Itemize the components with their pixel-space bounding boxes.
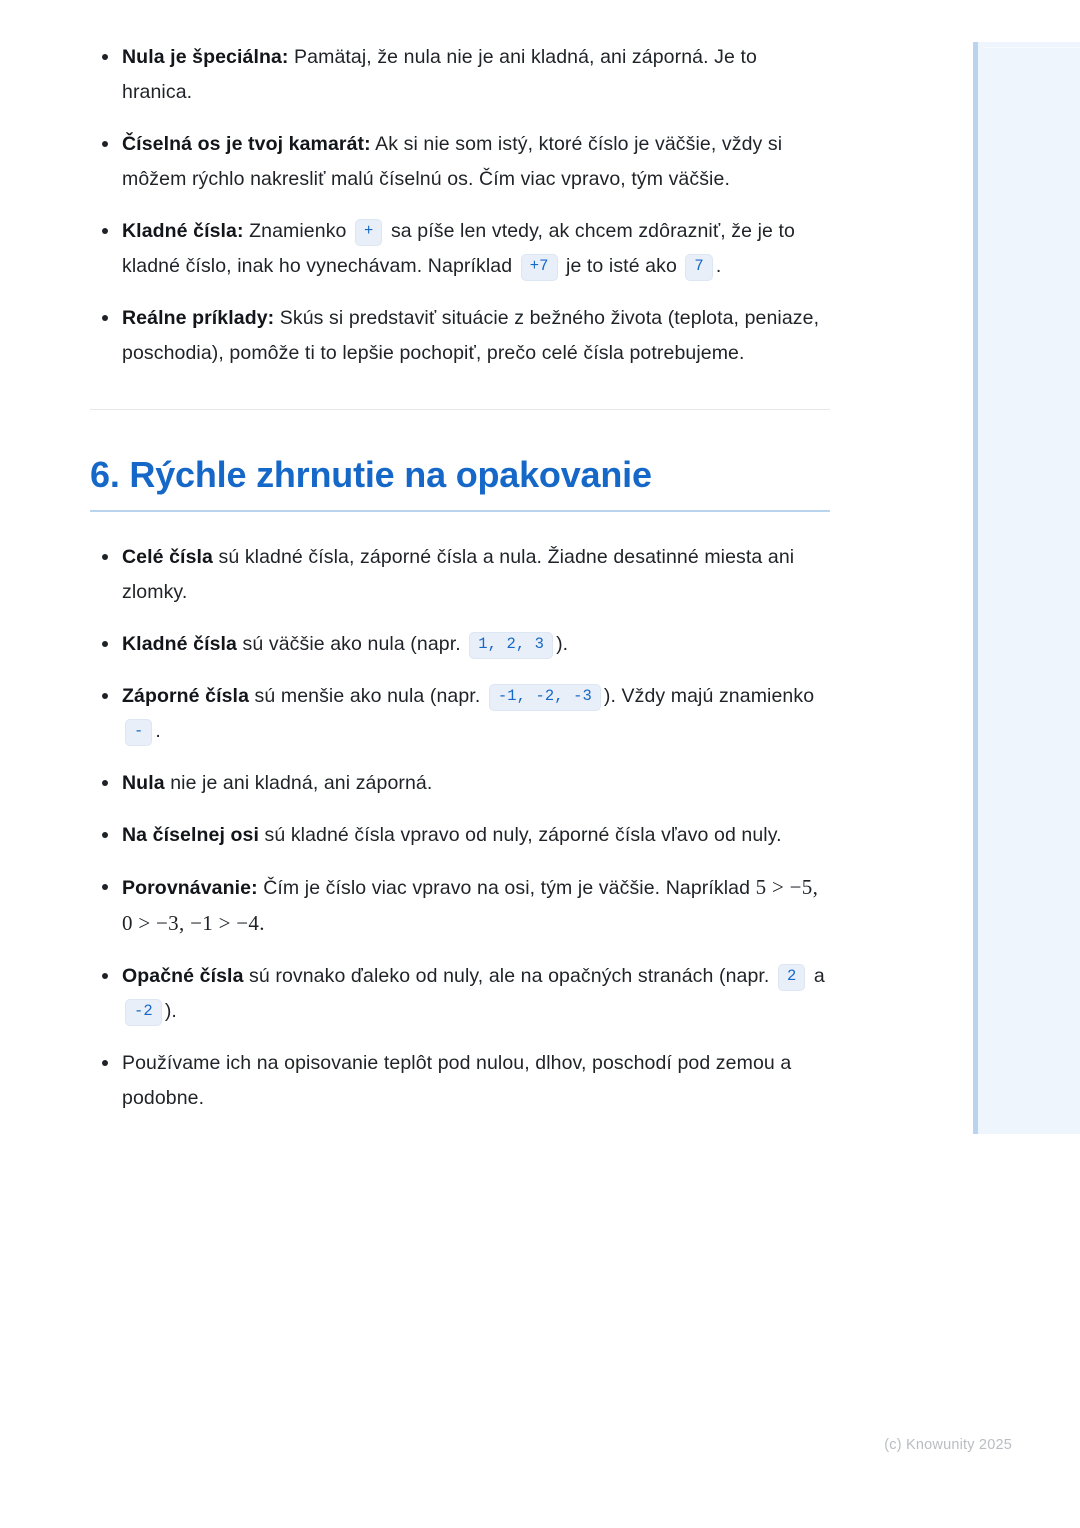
bullet-icon — [102, 832, 108, 838]
list-item — [90, 214, 830, 284]
list-item-text: Znamienko — [243, 220, 353, 242]
list-item-text: Skús si predstaviť situácie z bežného života (teplota, peniaze, poschodia), pomôže ti to lepšie pochopiť, prečo celé čísla potrebujeme. — [122, 307, 820, 364]
bullet-icon — [102, 315, 108, 321]
bullet-icon — [102, 54, 108, 60]
list-item-text: ). — [164, 1000, 177, 1023]
list-item — [90, 766, 830, 801]
document-content — [90, 40, 830, 1116]
bullet-icon — [102, 141, 108, 147]
list-item-text: nie je ani kladná, ani záporná. — [164, 772, 433, 795]
list-item — [90, 127, 830, 197]
list-item-text: je to isté ako — [560, 255, 683, 277]
side-callout-block — [973, 42, 1080, 1134]
list-item-text: ). — [556, 633, 569, 656]
list-item-text: sa píše len vtedy, ak chcem zdôrazniť, že je to kladné číslo, inak ho vynechávam. Napríklad — [122, 220, 795, 277]
list-item-text: sú menšie ako nula (napr. — [249, 685, 486, 708]
bullet-icon — [102, 554, 108, 560]
list-item-text: sú väčšie ako nula (napr. — [237, 633, 467, 656]
page-footer: (c) Knowunity 2025 — [884, 1437, 1012, 1453]
bullet-icon — [102, 641, 108, 647]
list-item — [90, 301, 830, 371]
list-item-text: Čím je číslo viac vpravo na osi, tým je väčšie. Napríklad — [257, 877, 756, 900]
summary-list — [90, 540, 830, 1116]
list-item-lead: Celé čísla — [122, 546, 213, 569]
code-chip-minus-two: -2 — [125, 999, 162, 1026]
list-item-text: ). Vždy majú znamienko — [603, 685, 815, 708]
list-item-text: Pamätaj, že nula nie je ani kladná, ani záporná. Je to hranica. — [122, 46, 757, 103]
list-item-lead: Na číselnej osi — [122, 824, 259, 847]
code-chip-plus-seven: +7 — [521, 254, 558, 281]
bullet-icon — [102, 228, 108, 234]
list-item-lead: Nula — [122, 772, 165, 795]
list-item-lead: Záporné čísla — [122, 685, 250, 708]
list-item-text: . — [715, 255, 722, 277]
code-chip-seven: 7 — [685, 254, 712, 281]
callout-inner-highlight — [984, 47, 1080, 48]
list-item-lead: Opačné čísla — [122, 965, 244, 988]
list-item — [90, 627, 830, 662]
list-item-text: sú kladné čísla vpravo od nuly, záporné čísla vľavo od nuly. — [258, 824, 782, 847]
math-expression: 5 > −5, 0 > −3, −1 > −4. — [122, 875, 819, 936]
code-chip-positive-examples: 1, 2, 3 — [469, 632, 553, 659]
bullet-icon — [102, 780, 108, 786]
list-item-text: . — [155, 720, 161, 743]
list-item — [90, 679, 830, 749]
list-item-lead: Reálne príklady: — [122, 307, 275, 329]
code-chip-negative-examples: -1, -2, -3 — [489, 684, 601, 711]
bullet-icon — [102, 884, 108, 890]
list-item-lead: Nula je špeciálna: — [122, 46, 289, 68]
list-item-text: a — [808, 965, 825, 988]
bullet-icon — [102, 1060, 108, 1066]
list-item-text: Používame ich na opisovanie teplôt pod nulou, dlhov, poschodí pod zemou a podobne. — [122, 1052, 792, 1110]
bullet-icon — [102, 973, 108, 979]
list-item-lead: Porovnávanie: — [122, 877, 258, 900]
list-item — [90, 540, 830, 610]
code-chip-minus: - — [125, 719, 152, 746]
tips-list — [90, 40, 830, 371]
code-chip-plus: + — [355, 219, 382, 246]
list-item-lead: Kladné čísla — [122, 633, 238, 656]
list-item — [90, 870, 830, 942]
code-chip-two: 2 — [778, 964, 805, 991]
list-item-text: Ak si nie som istý, ktoré číslo je väčšie, vždy si môžem rýchlo nakresliť malú číselnú os. Čím viac vpravo, tým väčšie. — [122, 133, 783, 190]
list-item-text: sú kladné čísla, záporné čísla a nula. Žiadne desatinné miesta ani zlomky. — [122, 546, 795, 604]
list-item — [90, 959, 830, 1029]
bullet-icon — [102, 693, 108, 699]
list-item-lead: Kladné čísla: — [122, 220, 244, 242]
list-item-text: sú rovnako ďaleko od nuly, ale na opačných stranách (napr. — [243, 965, 775, 988]
list-item-lead: Číselná os je tvoj kamarát: — [122, 133, 371, 155]
list-item — [90, 40, 830, 110]
list-item — [90, 818, 830, 853]
section-heading: 6. Rýchle zhrnutie na opakovanie — [90, 454, 830, 512]
list-item — [90, 1046, 830, 1116]
